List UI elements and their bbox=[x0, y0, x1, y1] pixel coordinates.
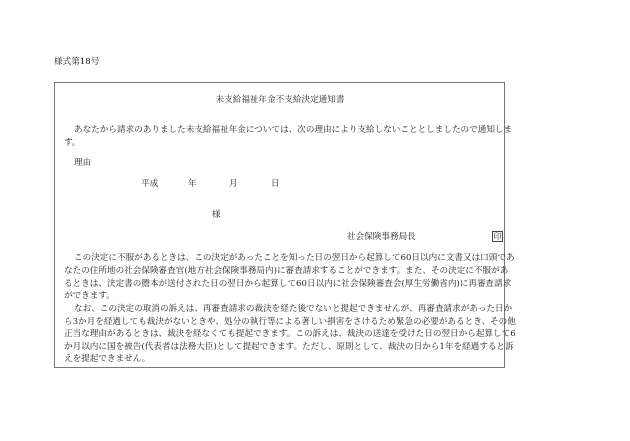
issuer: 社会保険事務局長 bbox=[347, 232, 416, 242]
reason-label: 理由 bbox=[74, 158, 92, 168]
notice-line: なお、この決定の取消の訴えは、再審査請求の裁決を経た後でないと提起できませんが、再審査請求があった日か bbox=[74, 304, 513, 314]
addressee-suffix: 様 bbox=[212, 210, 221, 220]
notice-line: この決定に不服があるときは、この決定があったことを知った日の翌日から起算して60日以内に文書又は口頭であ bbox=[74, 253, 515, 263]
notice-line: か月以内に国を被告(代表者は法務大臣)として提起できます。ただし、原則として、裁決の日から1年を経過すると訴 bbox=[64, 342, 514, 352]
notice-line: ら3か月を経過しても裁決がないときや、処分の執行等による著しい損害をさけるため緊急の必要があるとき、その他 bbox=[64, 317, 516, 327]
intro-line-1: あなたから請求のありました未支給福祉年金については、次の理由により支給しないこととしましたので通知しま bbox=[74, 125, 513, 135]
date-era: 平成 bbox=[141, 179, 159, 189]
notice-line: ができます。 bbox=[64, 291, 115, 301]
seal-mark: 印 bbox=[493, 232, 502, 241]
intro-line-2: す。 bbox=[64, 138, 81, 148]
date-year: 年 bbox=[188, 179, 197, 189]
notice-line: 正当な理由があるときは、裁決を経なくても提起できます。この訴えは、裁決の送達を受けた日の翌日から起算して6 bbox=[64, 329, 516, 339]
notice-line: るときは、決定書の謄本が送付された日の翌日から起算して60日以内に社会保険審査会(厚生労働省内)に再審査請求 bbox=[64, 279, 512, 289]
notice-line: なたの住所地の社会保険審査官(地方社会保険事務局内)に審査請求することができます。また、その決定に不服があ bbox=[64, 266, 509, 276]
document-title: 未支給福祉年金不支給決定通知書 bbox=[215, 95, 345, 105]
notice-line: えを提起できません。 bbox=[64, 354, 151, 364]
date-day: 日 bbox=[271, 179, 280, 189]
form-number: 様式第18号 bbox=[54, 57, 100, 67]
date-month: 月 bbox=[229, 179, 238, 189]
